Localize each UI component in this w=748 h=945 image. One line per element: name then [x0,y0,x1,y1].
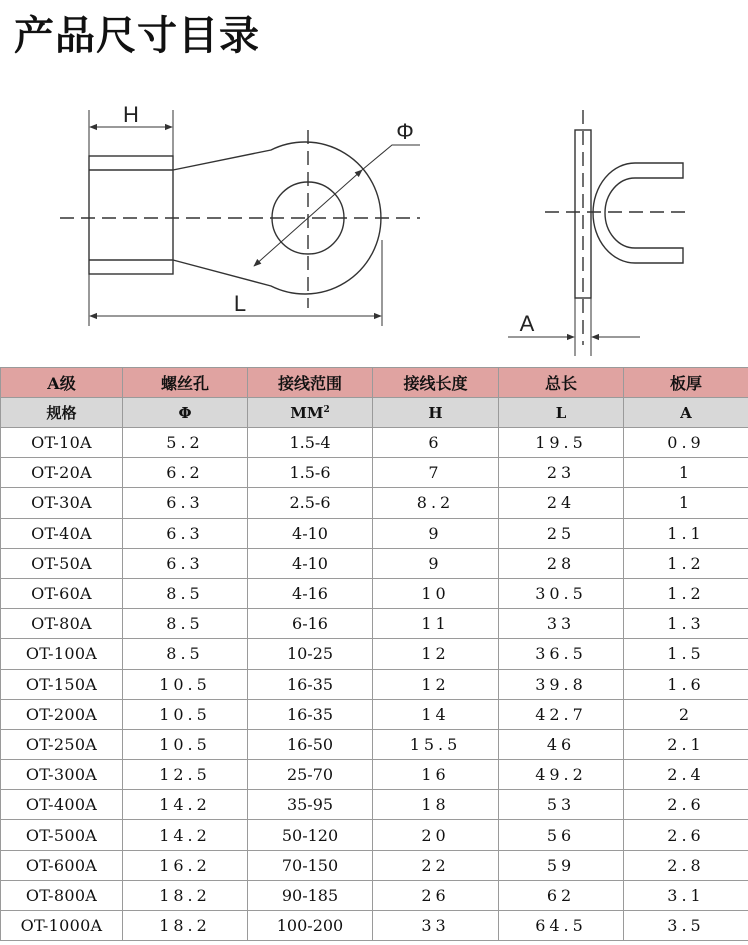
table-body [1,428,748,941]
cell-hole: 6.3 [123,548,248,578]
table-row [1,669,748,699]
header-screw-hole: 螺丝孔 [123,368,248,398]
phi-leader [362,145,420,170]
cell-l: 49.2 [499,760,624,790]
cell-range: 4-10 [248,518,373,548]
cell-range: 2.5-6 [248,488,373,518]
cell-range: 70-150 [248,850,373,880]
table-row [1,911,748,941]
cell-l: 33 [499,609,624,639]
cell-range: 90-185 [248,880,373,910]
subheader-l: L [499,398,624,428]
specification-table [0,367,748,941]
h-label: H [123,102,139,127]
cell-a: 2 [624,699,748,729]
cell-range: 1.5-4 [248,428,373,458]
subheader-phi: Φ [123,398,248,428]
header-grade: A级 [1,368,123,398]
cell-h: 22 [373,850,499,880]
table-row [1,760,748,790]
cell-a: 2.6 [624,820,748,850]
terminal-dimension-drawing [0,90,748,366]
subheader-mm2-base: MM [290,403,324,422]
table-row [1,850,748,880]
cell-l: 53 [499,790,624,820]
barrel [89,156,173,274]
table-row [1,729,748,759]
cell-a: 2.4 [624,760,748,790]
cell-a: 3.1 [624,880,748,910]
cell-range: 4-10 [248,548,373,578]
cell-hole: 6.3 [123,518,248,548]
cell-a: 1.2 [624,578,748,608]
cell-hole: 6.2 [123,458,248,488]
cell-a: 2.6 [624,790,748,820]
subheader-a: A [624,398,748,428]
subheader-h: H [373,398,499,428]
cell-a: 3.5 [624,911,748,941]
cell-range: 50-120 [248,820,373,850]
cell-h: 12 [373,669,499,699]
cell-l: 42.7 [499,699,624,729]
cell-spec: OT-150A [1,669,123,699]
table-row [1,578,748,608]
cell-a: 2.1 [624,729,748,759]
cell-l: 62 [499,880,624,910]
cell-h: 14 [373,699,499,729]
header-wire-range: 接线范围 [248,368,373,398]
header-total-length: 总长 [499,368,624,398]
cell-spec: OT-300A [1,760,123,790]
cell-h: 18 [373,790,499,820]
cell-spec: OT-40A [1,518,123,548]
cell-h: 9 [373,548,499,578]
cell-spec: OT-250A [1,729,123,759]
cell-hole: 12.5 [123,760,248,790]
cell-h: 7 [373,458,499,488]
cell-h: 15.5 [373,729,499,759]
cell-l: 39.8 [499,669,624,699]
table-subheader-row [1,398,748,428]
cell-hole: 8.5 [123,609,248,639]
phi-label: Φ [396,119,414,144]
cell-spec: OT-600A [1,850,123,880]
cell-range: 35-95 [248,790,373,820]
cell-h: 20 [373,820,499,850]
cell-h: 12 [373,639,499,669]
header-thickness: 板厚 [624,368,748,398]
cell-hole: 8.5 [123,639,248,669]
cell-spec: OT-80A [1,609,123,639]
cell-spec: OT-10A [1,428,123,458]
cell-range: 100-200 [248,911,373,941]
cell-h: 26 [373,880,499,910]
cell-a: 1.6 [624,669,748,699]
cell-h: 16 [373,760,499,790]
cell-a: 1.2 [624,548,748,578]
cell-a: 1.3 [624,609,748,639]
cell-l: 24 [499,488,624,518]
table-row [1,518,748,548]
header-wire-length: 接线长度 [373,368,499,398]
cell-range: 10-25 [248,639,373,669]
cell-h: 6 [373,428,499,458]
cell-h: 11 [373,609,499,639]
cell-spec: OT-20A [1,458,123,488]
l-label: L [233,291,247,316]
a-label: A [519,311,535,336]
cell-spec: OT-100A [1,639,123,669]
cell-l: 25 [499,518,624,548]
cell-l: 56 [499,820,624,850]
table-row [1,548,748,578]
cell-h: 8.2 [373,488,499,518]
cell-l: 30.5 [499,578,624,608]
cell-h: 10 [373,578,499,608]
cell-range: 16-50 [248,729,373,759]
cell-spec: OT-500A [1,820,123,850]
cell-hole: 14.2 [123,790,248,820]
table-row [1,488,748,518]
cell-h: 33 [373,911,499,941]
cell-h: 9 [373,518,499,548]
cell-a: 1.1 [624,518,748,548]
table-row [1,790,748,820]
cell-hole: 18.2 [123,911,248,941]
page-title: 产品尺寸目录 [14,13,260,59]
cell-range: 16-35 [248,669,373,699]
cell-a: 1 [624,488,748,518]
cell-hole: 10.5 [123,729,248,759]
cell-l: 23 [499,458,624,488]
subheader-mm2 [248,398,373,428]
cell-hole: 5.2 [123,428,248,458]
cell-range: 6-16 [248,609,373,639]
cell-l: 19.5 [499,428,624,458]
cell-hole: 16.2 [123,850,248,880]
cell-spec: OT-200A [1,699,123,729]
table-row [1,609,748,639]
cell-l: 28 [499,548,624,578]
cell-l: 64.5 [499,911,624,941]
cell-range: 1.5-6 [248,458,373,488]
cell-spec: OT-800A [1,880,123,910]
cell-a: 1.5 [624,639,748,669]
cell-hole: 6.3 [123,488,248,518]
cell-spec: OT-60A [1,578,123,608]
cell-spec: OT-400A [1,790,123,820]
cell-l: 59 [499,850,624,880]
cell-range: 16-35 [248,699,373,729]
subheader-mm2-sup: 2 [323,404,330,415]
cell-a: 1 [624,458,748,488]
cell-l: 36.5 [499,639,624,669]
subheader-spec: 规格 [1,398,123,428]
cell-hole: 18.2 [123,880,248,910]
table-row [1,699,748,729]
cell-hole: 8.5 [123,578,248,608]
table-header-row [1,368,748,398]
cell-hole: 10.5 [123,669,248,699]
cell-range: 25-70 [248,760,373,790]
table-row [1,820,748,850]
cell-range: 4-16 [248,578,373,608]
table-row [1,458,748,488]
cell-a: 0.9 [624,428,748,458]
cell-l: 46 [499,729,624,759]
table-row [1,428,748,458]
cell-spec: OT-1000A [1,911,123,941]
table-row [1,880,748,910]
cell-hole: 10.5 [123,699,248,729]
table-row [1,639,748,669]
cell-spec: OT-50A [1,548,123,578]
side-barrel-u [593,163,683,263]
cell-spec: OT-30A [1,488,123,518]
cell-hole: 14.2 [123,820,248,850]
cell-a: 2.8 [624,850,748,880]
